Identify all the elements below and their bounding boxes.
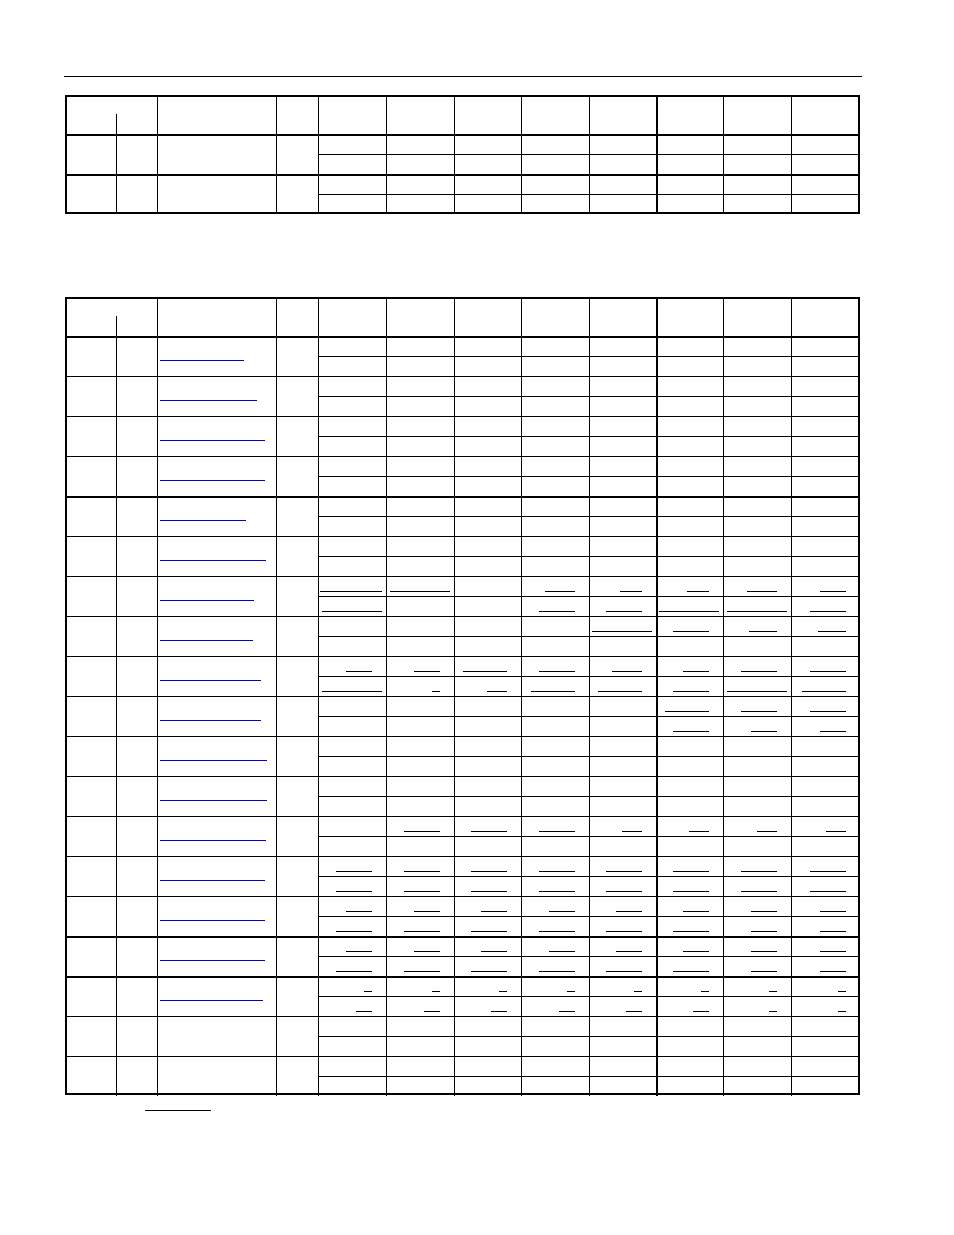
value-underline: [741, 711, 777, 712]
value-underline: [539, 931, 575, 932]
value-underline: [336, 891, 372, 892]
top-table-col-divider: [116, 114, 117, 214]
footnote-rule: [145, 1110, 211, 1111]
value-underline: [838, 1011, 846, 1012]
top-table-subrow-divider: [318, 154, 860, 155]
value-underline: [356, 1011, 372, 1012]
main-table-row-divider: [65, 1056, 860, 1057]
value-underline: [687, 591, 709, 592]
main-table-subrow-divider: [318, 636, 860, 637]
value-underline: [689, 831, 709, 832]
value-underline: [539, 611, 575, 612]
value-underline: [659, 611, 719, 612]
value-underline: [404, 891, 440, 892]
value-underline: [673, 971, 709, 972]
main-table-col-divider: [116, 316, 117, 1096]
value-underline: [727, 611, 787, 612]
value-underline: [612, 671, 642, 672]
value-underline: [606, 871, 642, 872]
value-underline: [346, 951, 372, 952]
table-row-link: [160, 360, 244, 361]
top-table-header-divider: [65, 134, 860, 136]
value-underline: [673, 731, 709, 732]
value-underline: [751, 951, 777, 952]
value-underline: [346, 671, 372, 672]
value-underline: [820, 931, 846, 932]
value-underline: [673, 871, 709, 872]
value-underline: [471, 871, 507, 872]
value-underline: [701, 991, 709, 992]
main-table-row-divider: [65, 416, 860, 417]
main-table-subrow-divider: [318, 1076, 860, 1077]
value-underline: [741, 671, 777, 672]
main-table-row-divider: [65, 376, 860, 377]
top-table-row-divider: [65, 174, 860, 176]
main-table-subrow-divider: [318, 756, 860, 757]
value-underline: [539, 871, 575, 872]
table-row-link: [160, 680, 261, 681]
main-table-subrow-divider: [318, 356, 860, 357]
main-table-subrow-divider: [318, 716, 860, 717]
value-underline: [769, 1011, 777, 1012]
main-table-row-divider: [65, 816, 860, 817]
value-underline: [499, 991, 507, 992]
value-underline: [471, 831, 507, 832]
value-underline: [751, 931, 777, 932]
value-underline: [620, 591, 642, 592]
value-underline: [320, 591, 382, 592]
value-underline: [616, 911, 642, 912]
main-table-subrow-divider: [318, 916, 860, 917]
main-table-subrow-divider: [318, 476, 860, 477]
value-underline: [810, 871, 846, 872]
table-row-link: [160, 440, 265, 441]
table-row-link: [160, 640, 253, 641]
value-underline: [463, 671, 507, 672]
value-underline: [471, 891, 507, 892]
value-underline: [820, 591, 846, 592]
value-underline: [567, 991, 575, 992]
value-underline: [673, 691, 709, 692]
table-row-link: [160, 400, 257, 401]
value-underline: [404, 971, 440, 972]
main-table-subrow-divider: [318, 516, 860, 517]
main-table-subrow-divider: [318, 396, 860, 397]
value-underline: [747, 591, 777, 592]
main-table-subrow-divider: [318, 796, 860, 797]
table-row-link: [160, 960, 265, 961]
value-underline: [364, 991, 372, 992]
main-table-subrow-divider: [318, 836, 860, 837]
value-underline: [471, 971, 507, 972]
value-underline: [683, 951, 709, 952]
table-row-link: [160, 560, 266, 561]
value-underline: [665, 711, 709, 712]
table-row-link: [160, 800, 267, 801]
value-underline: [673, 631, 709, 632]
value-underline: [683, 911, 709, 912]
table-row-link: [160, 480, 265, 481]
value-underline: [751, 911, 777, 912]
value-underline: [751, 731, 777, 732]
main-table-subrow-divider: [318, 556, 860, 557]
value-underline: [810, 711, 846, 712]
value-underline: [346, 911, 372, 912]
value-underline: [432, 691, 440, 692]
value-underline: [818, 631, 846, 632]
value-underline: [727, 691, 787, 692]
value-underline: [838, 991, 846, 992]
value-underline: [616, 951, 642, 952]
main-table-row-divider: [65, 736, 860, 737]
value-underline: [741, 871, 777, 872]
main-table-row-divider: [65, 656, 860, 657]
main-table-subrow-divider: [318, 876, 860, 877]
value-underline: [826, 831, 846, 832]
value-underline: [549, 911, 575, 912]
value-underline: [757, 831, 777, 832]
value-underline: [481, 951, 507, 952]
value-underline: [673, 931, 709, 932]
table-row-link: [160, 840, 266, 841]
top-table-col-divider: [276, 95, 277, 214]
table-row-link: [160, 1000, 263, 1001]
value-underline: [539, 891, 575, 892]
value-underline: [693, 1011, 709, 1012]
table-row-link: [160, 520, 246, 521]
value-underline: [820, 971, 846, 972]
value-underline: [751, 971, 777, 972]
main-table-row-divider: [65, 976, 860, 978]
value-underline: [559, 1011, 575, 1012]
main-table-subrow-divider: [318, 956, 860, 957]
main-table-row-divider: [65, 896, 860, 897]
value-underline: [336, 871, 372, 872]
value-underline: [810, 611, 846, 612]
value-underline: [598, 691, 642, 692]
value-underline: [769, 991, 777, 992]
value-underline: [531, 691, 575, 692]
main-table-row-divider: [65, 856, 860, 857]
value-underline: [404, 931, 440, 932]
value-underline: [549, 951, 575, 952]
table-row-link: [160, 720, 261, 721]
value-underline: [673, 891, 709, 892]
table-row-link: [160, 880, 265, 881]
value-underline: [539, 971, 575, 972]
value-underline: [414, 671, 440, 672]
value-underline: [545, 591, 575, 592]
value-underline: [683, 671, 709, 672]
main-table-row-divider: [65, 776, 860, 777]
value-underline: [336, 971, 372, 972]
value-underline: [810, 891, 846, 892]
value-underline: [322, 611, 382, 612]
value-underline: [820, 731, 846, 732]
main-table-subrow-divider: [318, 996, 860, 997]
value-underline: [539, 671, 575, 672]
main-table-subrow-divider: [318, 1036, 860, 1037]
value-underline: [741, 891, 777, 892]
value-underline: [390, 591, 450, 592]
value-underline: [606, 931, 642, 932]
table-row-link: [160, 600, 254, 601]
value-underline: [802, 691, 846, 692]
value-underline: [626, 1011, 642, 1012]
value-underline: [592, 631, 652, 632]
value-underline: [606, 611, 642, 612]
value-underline: [606, 891, 642, 892]
main-table-subrow-divider: [318, 596, 860, 597]
table-row-link: [160, 920, 265, 921]
main-table-row-divider: [65, 936, 860, 938]
value-underline: [322, 691, 382, 692]
value-underline: [414, 911, 440, 912]
value-underline: [404, 831, 440, 832]
value-underline: [481, 911, 507, 912]
value-underline: [622, 831, 642, 832]
main-table-row-divider: [65, 456, 860, 457]
value-underline: [336, 931, 372, 932]
main-table-row-divider: [65, 1016, 860, 1017]
value-underline: [487, 691, 507, 692]
value-underline: [606, 971, 642, 972]
value-underline: [414, 951, 440, 952]
value-underline: [634, 991, 642, 992]
main-table-row-divider: [65, 616, 860, 617]
value-underline: [404, 871, 440, 872]
value-underline: [432, 991, 440, 992]
table-row-link: [160, 760, 267, 761]
main-table-row-divider: [65, 696, 860, 697]
value-underline: [820, 951, 846, 952]
top-table-col-divider: [157, 95, 158, 214]
main-table-header-divider: [65, 336, 860, 338]
main-table-row-divider: [65, 496, 860, 498]
value-underline: [820, 911, 846, 912]
value-underline: [810, 671, 846, 672]
top-table-subrow-divider: [318, 194, 860, 195]
value-underline: [471, 931, 507, 932]
value-underline: [539, 831, 575, 832]
value-underline: [424, 1011, 440, 1012]
main-table-subrow-divider: [318, 676, 860, 677]
main-table-subrow-divider: [318, 436, 860, 437]
main-table-row-divider: [65, 576, 860, 577]
value-underline: [749, 631, 777, 632]
main-table-row-divider: [65, 536, 860, 537]
value-underline: [491, 1011, 507, 1012]
header-rule: [64, 76, 862, 77]
